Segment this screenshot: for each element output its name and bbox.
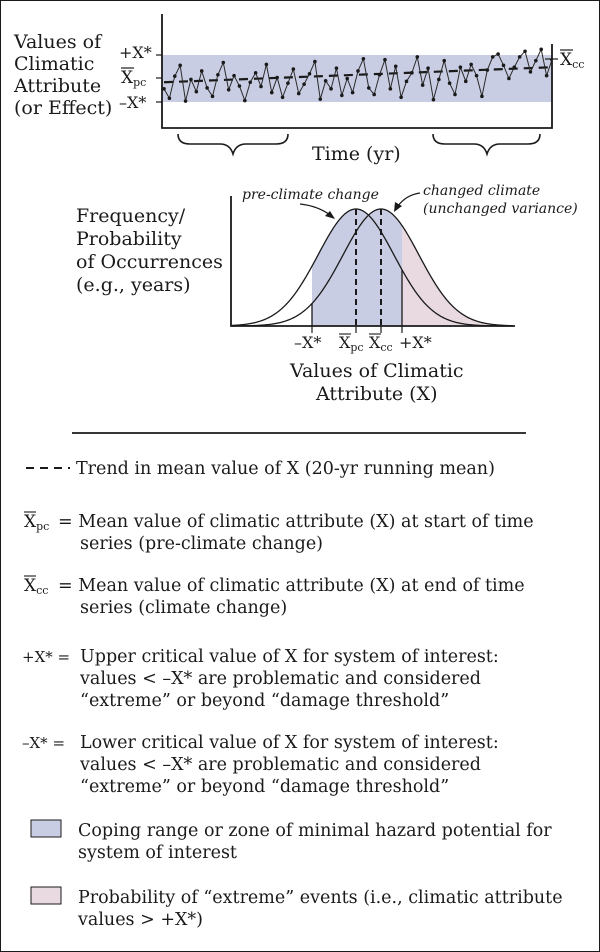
minus-x-label: –X*: [119, 93, 147, 112]
legend-lower-text: [79, 733, 504, 797]
time-series-point: [324, 79, 328, 83]
legend-lower-line: Lower critical value of X for system of interest:: [80, 733, 499, 753]
legend-lower-line: “extreme” or beyond “damage threshold”: [80, 777, 450, 797]
time-series-point: [496, 52, 500, 56]
x-pc-subscript: pc: [133, 76, 147, 89]
time-series-point: [297, 92, 301, 96]
time-series-point: [184, 99, 188, 103]
time-series-point: [480, 95, 484, 99]
legend-xcc-text: [58, 576, 530, 618]
time-series-point: [335, 66, 339, 70]
time-series-point: [523, 49, 527, 53]
tick-pc-symbol: X: [339, 333, 351, 352]
legend-extreme-line: values > +X*): [78, 910, 204, 930]
time-series-point: [351, 91, 355, 95]
time-series-point: [491, 55, 495, 59]
legend-trend-text: Trend in mean value of X (20-yr running mean): [76, 459, 495, 479]
distribution-panel: [76, 183, 578, 405]
legend-xpc-text: [58, 512, 539, 554]
time-series-point: [518, 55, 522, 59]
tick-cc-subscript: cc: [380, 341, 393, 354]
time-series-point: [502, 64, 506, 68]
time-series-point: [529, 70, 533, 74]
coping-fill-area: [312, 209, 402, 326]
time-series-point: [243, 99, 247, 103]
legend-upper-line: Upper critical value of X for system of interest:: [80, 647, 499, 667]
time-series-point: [189, 78, 193, 82]
freq-ylabel-line: Probability: [76, 228, 182, 250]
x-pc-label: [121, 68, 146, 89]
time-series-point: [275, 76, 279, 80]
top-ylabel: [13, 31, 112, 119]
time-series-point: [372, 93, 376, 97]
time-series-point: [432, 98, 436, 102]
time-series-point: [254, 71, 258, 75]
time-series-point: [286, 81, 290, 85]
time-series-point: [448, 81, 452, 85]
time-series-point: [200, 69, 204, 73]
tick-pc-label: [339, 333, 364, 354]
legend-xpc-line: series (pre-climate change): [80, 534, 324, 554]
time-series-point: [453, 93, 457, 97]
time-series-point: [221, 61, 225, 65]
time-series-point: [227, 88, 231, 92]
legend: [22, 459, 568, 930]
x-cc-subscript: cc: [572, 58, 585, 71]
time-series-point: [232, 74, 236, 78]
freq-ylabel-line: Frequency/: [76, 205, 186, 227]
time-series-point: [308, 72, 312, 76]
legend-xpc-subscript: pc: [36, 520, 50, 533]
time-series-point: [437, 78, 441, 82]
left-brace: [178, 134, 288, 154]
plus-x-label: +X*: [119, 43, 152, 62]
coping-band: [162, 55, 552, 102]
time-series-point: [318, 97, 322, 101]
x-cc-label: [560, 50, 584, 71]
tick-cc-label: [369, 333, 393, 354]
time-series-point: [507, 77, 511, 81]
top-ylabel-line: Values of: [14, 31, 102, 53]
pre-climate-label: pre-climate change: [242, 187, 379, 203]
legend-xcc-line: series (climate change): [80, 598, 288, 618]
time-series-point: [469, 63, 473, 67]
changed-climate-arrow: [398, 193, 420, 206]
legend-xcc-line: = Mean value of climatic attribute (X) at end of time: [58, 576, 525, 596]
time-series-point: [442, 59, 446, 63]
pre-climate-arrow: [300, 204, 330, 215]
time-series-point: [464, 80, 468, 84]
time-series-point: [195, 90, 199, 94]
time-series-point: [205, 86, 209, 90]
time-series-point: [383, 58, 387, 62]
time-series-point: [475, 74, 479, 78]
time-series-point: [545, 74, 549, 78]
legend-lower-symbol: –X* =: [22, 734, 66, 752]
time-series-point: [389, 87, 393, 91]
tick-pc-subscript: pc: [350, 341, 364, 354]
time-series-point: [356, 69, 360, 73]
time-series-point: [394, 64, 398, 68]
time-series-point: [340, 94, 344, 98]
legend-xcc-subscript: cc: [36, 584, 49, 597]
freq-ylabel-line: of Occurrences: [76, 251, 223, 273]
time-series-point: [168, 96, 172, 100]
time-series-point: [216, 73, 220, 77]
changed-climate-label: [423, 183, 578, 217]
time-axis-label: Time (yr): [312, 143, 401, 165]
legend-coping-line: Coping range or zone of minimal hazard potential for: [78, 821, 552, 841]
legend-upper-text: [79, 647, 504, 711]
time-series-point: [367, 86, 371, 90]
time-series-point: [238, 84, 242, 88]
time-series-point: [405, 80, 409, 84]
x-pc-symbol: X: [121, 68, 134, 88]
time-series-point: [292, 67, 296, 71]
legend-coping-swatch: [31, 820, 61, 837]
time-series-point: [486, 68, 490, 72]
top-ylabel-line: Attribute: [14, 75, 102, 97]
time-series-point: [259, 85, 263, 89]
legend-extreme-line: Probability of “extreme” events (i.e., climatic attribute: [78, 888, 563, 908]
legend-xpc-line: = Mean value of climatic attribute (X) at start of time: [58, 512, 534, 532]
time-series-point: [410, 71, 414, 75]
time-series-point: [345, 77, 349, 81]
time-series-point: [302, 82, 306, 86]
time-series-point: [178, 64, 182, 68]
xlabel-line: Attribute (X): [316, 383, 438, 405]
time-series-point: [270, 91, 274, 95]
x-cc-symbol: X: [560, 50, 573, 70]
time-series-point: [512, 65, 516, 69]
time-series-point: [534, 59, 538, 63]
cc-label-line: changed climate: [423, 183, 541, 199]
legend-extreme-text: [77, 888, 568, 930]
xlabel-line: Values of Climatic: [290, 360, 464, 382]
time-series-point: [281, 96, 285, 100]
time-series-point: [399, 96, 403, 100]
time-series-point: [329, 87, 333, 91]
time-series-point: [539, 48, 543, 52]
legend-upper-symbol: +X* =: [22, 648, 71, 666]
tick-cc-symbol: X: [369, 333, 381, 352]
top-ylabel-line: (or Effect): [14, 97, 113, 119]
legend-lower-line: values < –X* are problematic and considered: [80, 755, 481, 775]
legend-coping-line: system of interest: [78, 843, 237, 863]
legend-upper-line: “extreme” or beyond “damage threshold”: [80, 691, 450, 711]
tick-plus-x-label: +X*: [399, 333, 432, 352]
legend-xcc-symbol: [24, 576, 48, 597]
top-panel: [13, 14, 584, 165]
time-series-point: [378, 73, 382, 77]
legend-xpc-letter: X: [24, 512, 37, 532]
freq-ylabel: [76, 205, 229, 296]
time-series-point: [173, 74, 177, 78]
legend-xpc-symbol: [24, 512, 49, 533]
tick-minus-x-label: –X*: [294, 333, 322, 352]
time-series-point: [248, 80, 252, 84]
right-brace: [433, 134, 540, 154]
time-series-point: [426, 66, 430, 70]
time-series-point: [313, 60, 317, 64]
distribution-xlabel: [289, 360, 470, 405]
time-series-point: [362, 57, 366, 61]
top-ylabel-line: Climatic: [14, 53, 95, 75]
time-series-point: [459, 65, 463, 69]
time-series-point: [211, 95, 215, 99]
legend-extreme-swatch: [31, 887, 61, 904]
time-series-point: [415, 55, 419, 59]
legend-coping-text: [78, 821, 557, 863]
cc-label-line: (unchanged variance): [423, 201, 578, 217]
legend-xcc-letter: X: [24, 576, 37, 596]
legend-upper-line: values < –X* are problematic and considered: [80, 669, 481, 689]
freq-ylabel-line: (e.g., years): [76, 274, 191, 296]
time-series-point: [265, 63, 269, 67]
time-series-point: [421, 83, 425, 87]
